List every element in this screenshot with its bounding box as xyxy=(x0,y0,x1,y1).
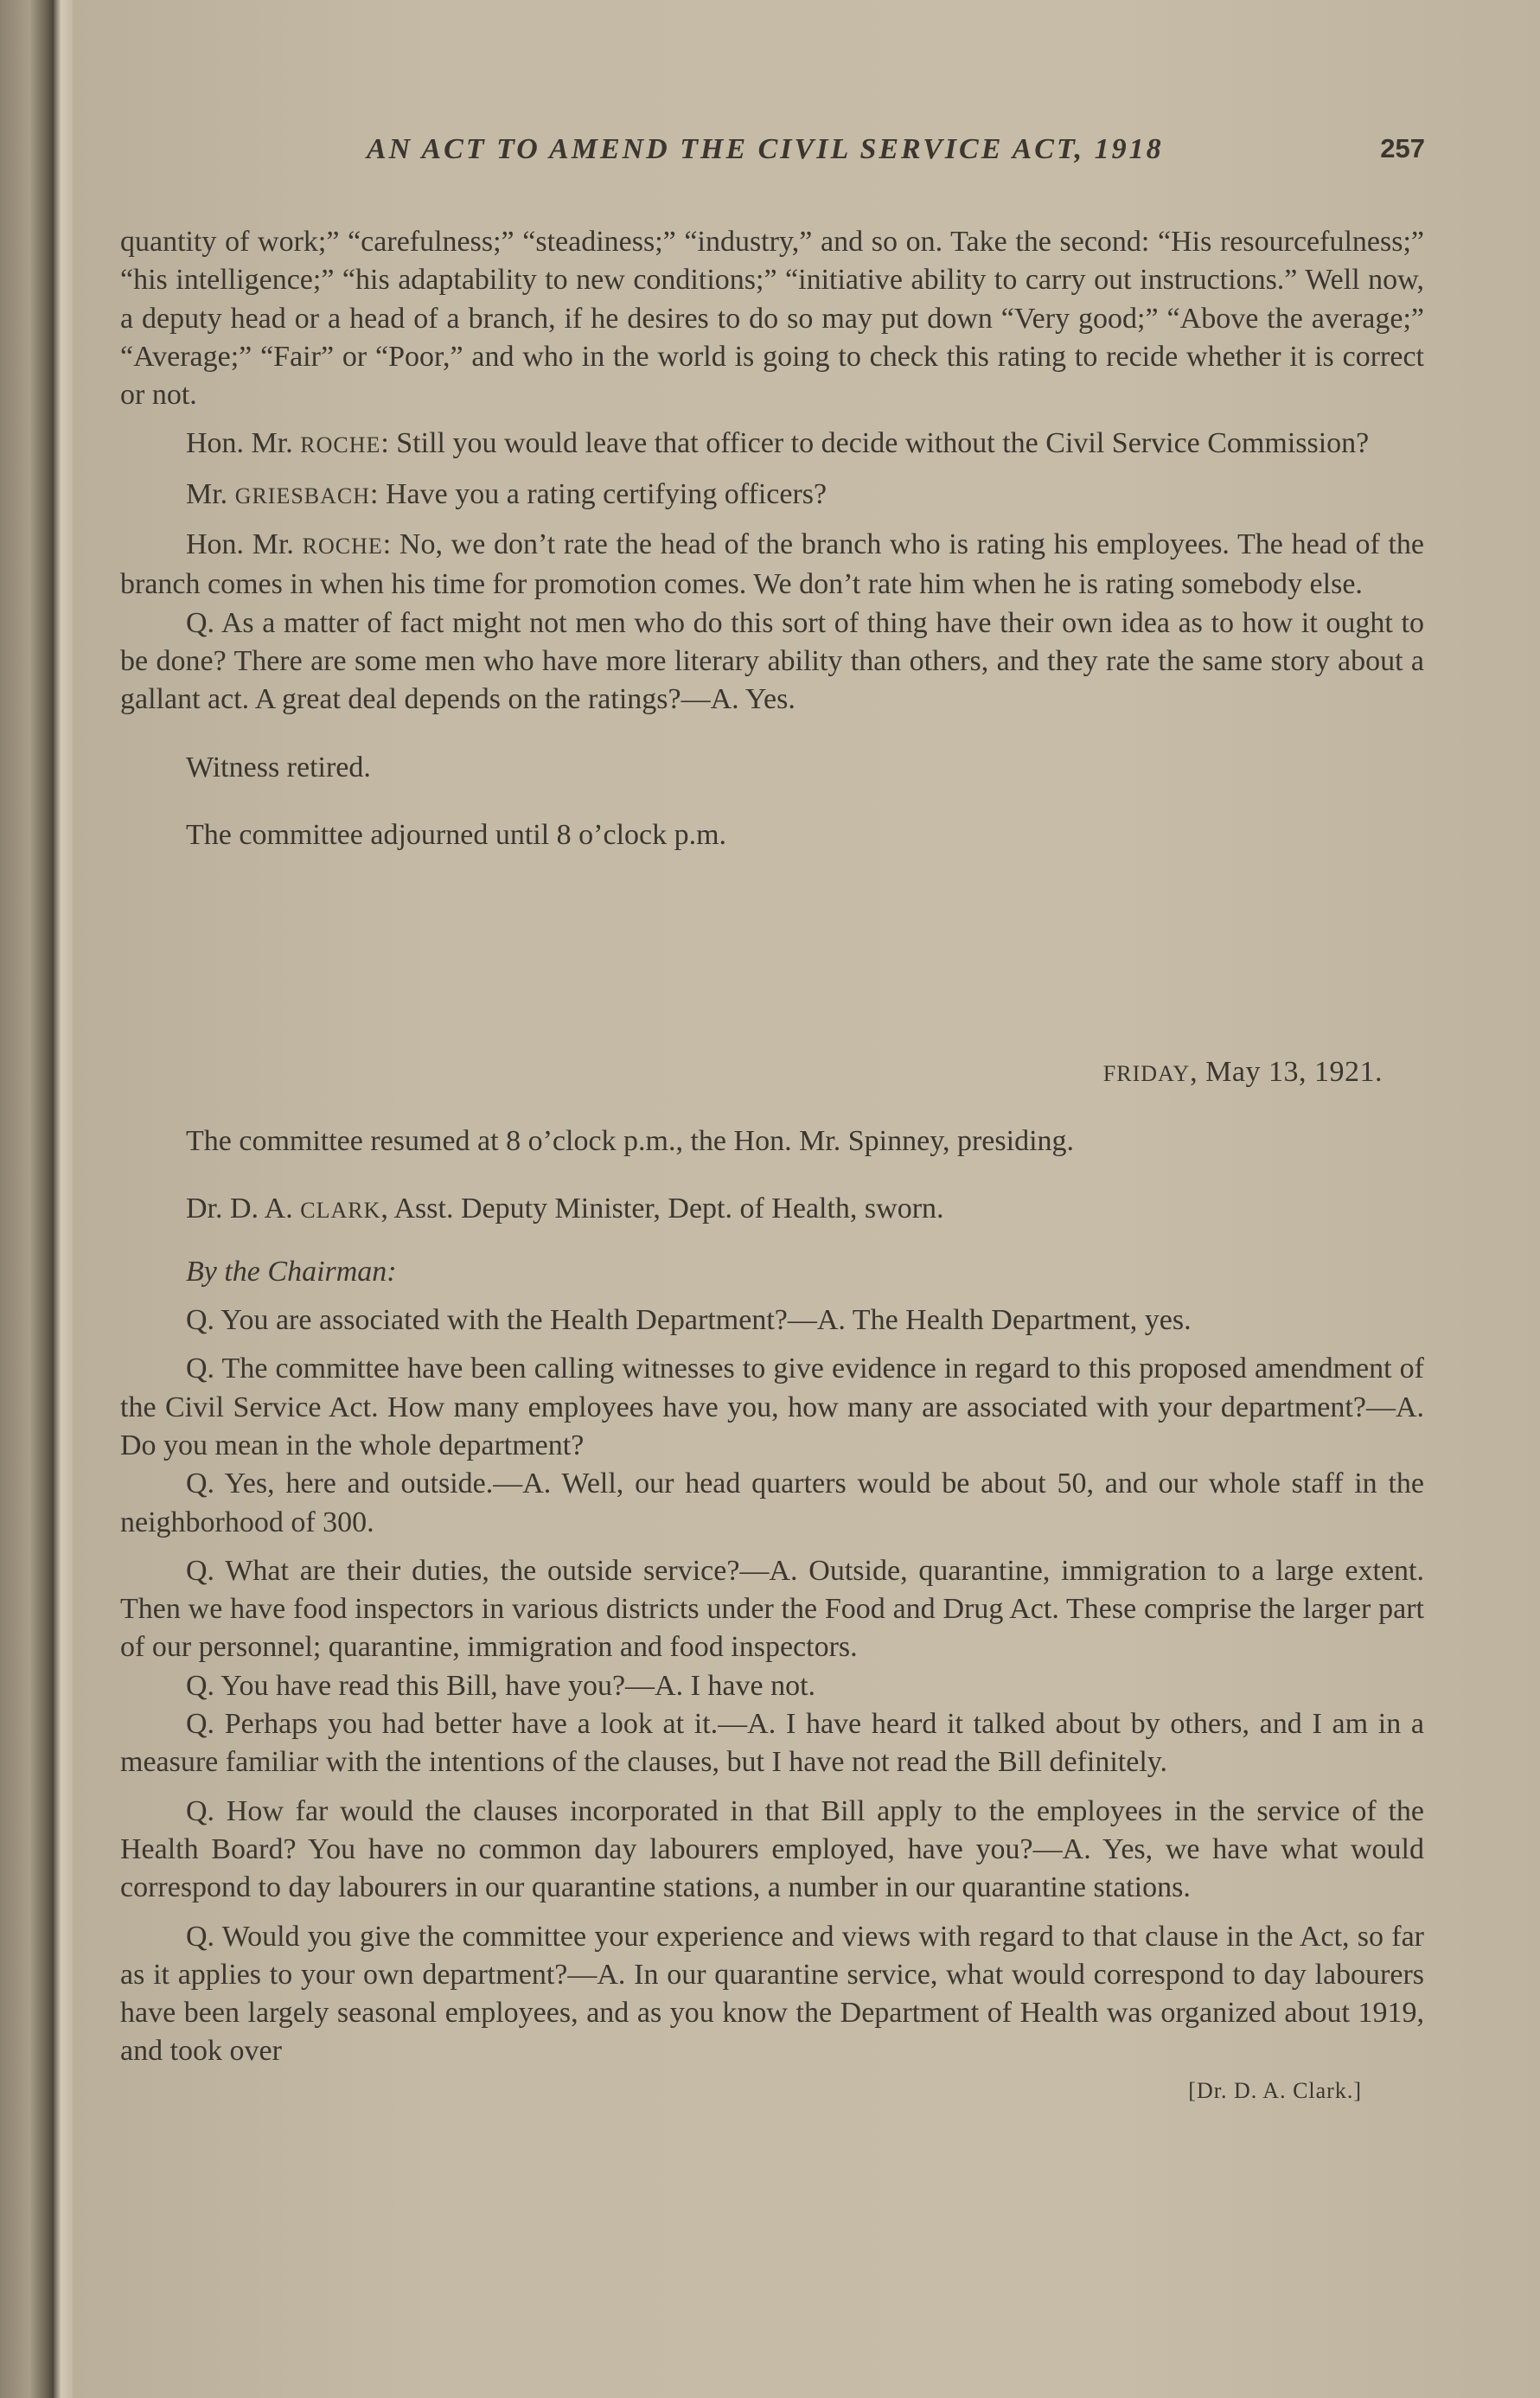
qa-paragraph: Q. The committee have been calling witnesses to give evidence in regard to this proposed amendment of the Civil Service Act. How many employees have you, how many are associated with your department?—A. Do you mean in the whole department? xyxy=(120,1352,1424,1461)
qa-paragraph: Q. Yes, here and outside.—A. Well, our head quarters would be about 50, and our whole staff in the neighborhood of 300. xyxy=(120,1468,1424,1538)
witness-signature: [Dr. D. A. Clark.] xyxy=(1188,2077,1362,2103)
page-number: 257 xyxy=(1380,133,1425,163)
qa-paragraph: Q. Would you give the committee your experience and views with regard to that clause in the Act, so far as it applies to your own department?—A. In our quarantine service, what would correspond to day labourers have been largely seasonal employees, and as you know the Department of Health was organized about 1919, and took over xyxy=(120,1920,1424,2068)
qa-paragraph: Q. You are associated with the Health Department?—A. The Health Department, yes. xyxy=(186,1304,1192,1337)
paragraph: The committee adjourned until 8 o’clock p.m. xyxy=(186,818,727,851)
page-body xyxy=(120,223,1424,2104)
paragraph: Dr. D. A. CLARK, Asst. Deputy Minister, Dept. of Health, sworn. xyxy=(186,1193,944,1225)
qa-paragraph: Q. Perhaps you had better have a look at it.—A. I have heard it talked about by others, and I am in a measure familiar with the intentions of the clauses, but I have not read the Bill definitely. xyxy=(120,1708,1424,1779)
qa-paragraph: Q. What are their duties, the outside service?—A. Outside, quarantine, immigration to a large extent. Then we have food inspectors in various districts under the Food and Drug Act. These comprise the larger part of our personnel; quarantine, immigration and food inspectors. xyxy=(120,1554,1424,1664)
qa-paragraph: Q. You have read this Bill, have you?—A. I have not. xyxy=(186,1669,816,1702)
paragraph: Hon. Mr. ROCHE: Still you would leave that officer to decide without the Civil Service Commission? xyxy=(186,427,1370,460)
speaker-name: ROCHE xyxy=(302,534,383,560)
paragraph: Q. As a matter of fact might not men who do this sort of thing have their own idea as to how it ought to be done? There are some men who have more literary ability than others, and they rate the same story about a gallant act. A great deal depends on the ratings?—A. Yes. xyxy=(120,606,1424,716)
witness-name: CLARK xyxy=(300,1198,381,1224)
book-spine xyxy=(54,0,73,2398)
paragraph: Mr. GRIESBACH: Have you a rating certifying officers? xyxy=(186,477,828,510)
paragraph: The committee resumed at 8 o’clock p.m., the Hon. Mr. Spinney, presiding. xyxy=(186,1125,1075,1158)
session-date: FRIDAY, May 13, 1921. xyxy=(1102,1056,1383,1089)
paragraph: Hon. Mr. ROCHE: No, we don’t rate the head of the branch who is rating his employees. The head of the branch comes in when his time for promotion comes. We don’t rate him when he is rating somebody else. xyxy=(120,528,1424,601)
previous-page-edge xyxy=(0,0,54,2398)
page-header xyxy=(73,130,1540,173)
running-title: AN ACT TO AMEND THE CIVIL SERVICE ACT, 1918 xyxy=(367,133,1164,165)
paragraph: Witness retired. xyxy=(186,751,371,783)
speaker-name: GRIESBACH xyxy=(234,483,371,508)
examiner-heading: By the Chairman: xyxy=(186,1255,397,1288)
qa-paragraph: Q. How far would the clauses incorporated in that Bill apply to the employees in the service of the Health Board? You have no common day labourers employed, have you?—A. Yes, we have what would correspond to day labourers in our quarantine stations, a number in our quarantine stations. xyxy=(120,1794,1424,1904)
speaker-name: ROCHE xyxy=(300,432,381,458)
paragraph: quantity of work;” “carefulness;” “steadiness;” “industry,” and so on. Take the second: “His resourcefulness;” “his intelligence;” “his adaptability to new conditions;” “initiative ability to carry out instructions.” Well now, a deputy head or a head of a branch, if he desires to do so may put down “Very good;” “Above the average;” “Average;” “Fair” or “Poor,” and who in the world is going to check this rating to recide whether it is correct or not. xyxy=(120,226,1424,412)
document-page xyxy=(73,0,1540,2398)
